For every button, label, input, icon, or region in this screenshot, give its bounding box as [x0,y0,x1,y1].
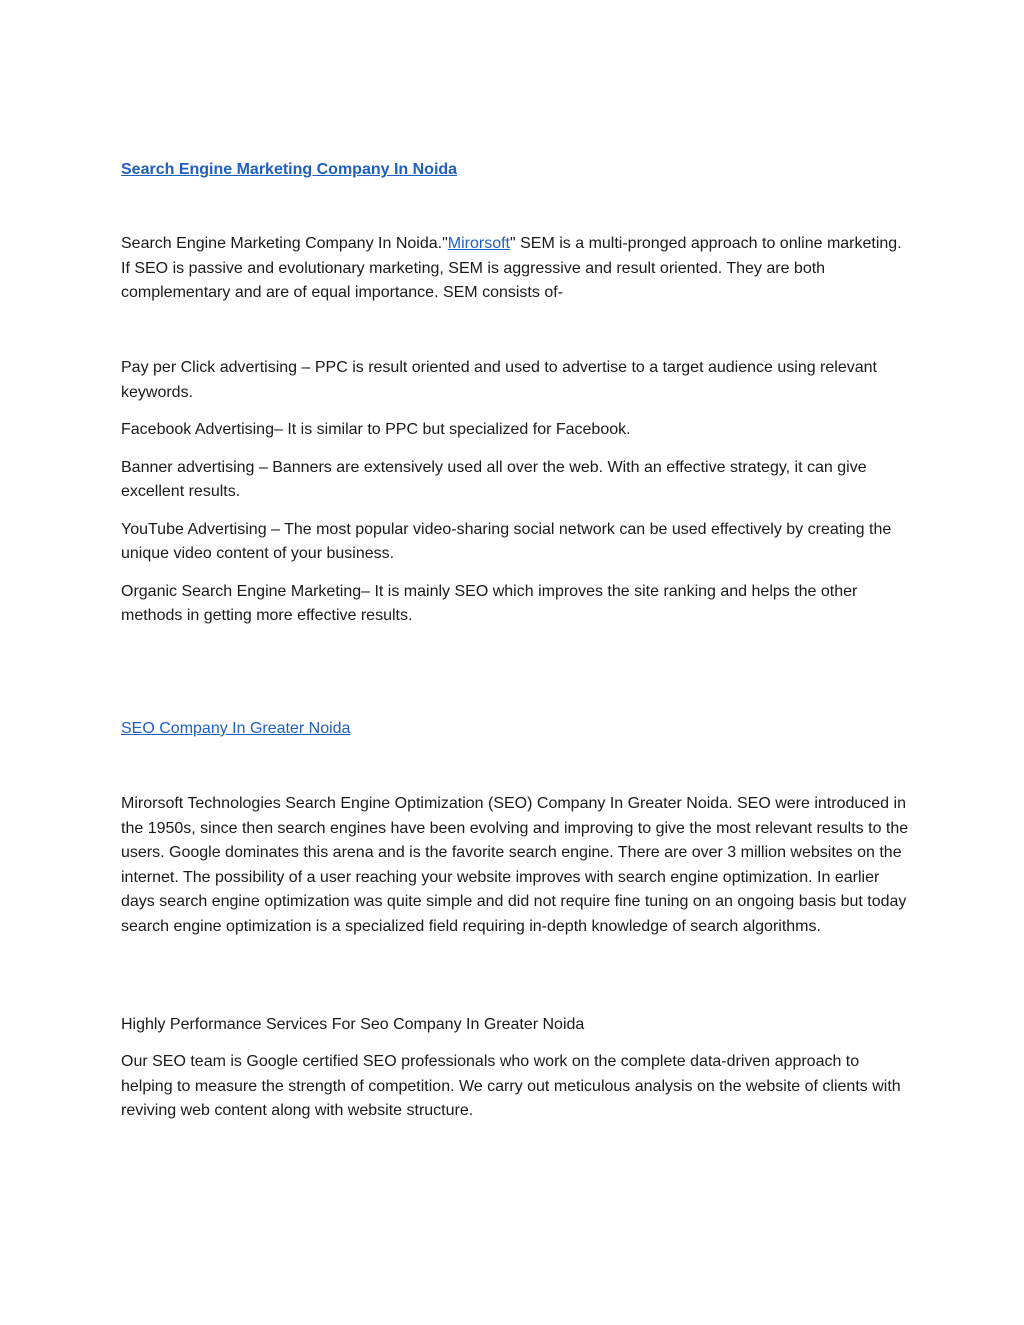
heading-seo-link[interactable] [121,717,350,742]
heading-sem-link[interactable] [121,158,457,183]
intro-text-end: " SEM is a multi-pronged approach to online marketing. If SEO is passive and evolutionary marketing, SEM is aggressive and result oriented. They are both complementary and are of equal importance. SEM consists of- [121,235,902,301]
sem-company-link[interactable]: Search Engine Marketing Company In Noida [121,161,458,178]
list-item-ppc: Pay per Click advertising – PPC is result oriented and used to advertise to a target audience using relevant keywords. [121,359,877,401]
list-item-organic: Organic Search Engine Marketing– It is mainly SEO which improves the site ranking and helps the other methods in getting more effective results. [121,582,858,624]
intro-text-start: Search Engine Marketing Company In Noida." [121,235,448,252]
sem-services-list [121,356,911,642]
intro-paragraph [121,232,911,306]
mirorsoft-link[interactable]: Mirorsoft [447,235,510,252]
seo-company-link[interactable]: SEO Company In Greater Noida [121,720,351,737]
services-heading: Highly Performance Services For Seo Company In Greater Noida [121,1016,585,1033]
list-item-youtube: YouTube Advertising – The most popular video-sharing social network can be used effectively by creating the unique video content of your business. [121,520,892,562]
team-paragraph: Our SEO team is Google certified SEO professionals who work on the complete data-driven approach to helping to measure the strength of competition. We carry out meticulous analysis on the website of clients with reviving web content along with website structure. [121,1053,901,1119]
seo-paragraph: Mirorsoft Technologies Search Engine Optimization (SEO) Company In Greater Noida. SEO were introduced in the 1950s, since then search engines have been evolving and improving to give the most relevant results to the users. Google dominates this arena and is the favorite search engine. There are over 3 million websites on the internet. The possibility of a user reaching your website improves with search engine optimization. In earlier days search engine optimization was quite simple and did not require fine tuning on an ongoing basis but today search engine optimization is a specialized field requiring in-depth knowledge of search algorithms. [121,795,909,935]
list-item-facebook: Facebook Advertising– It is similar to PPC but specialized for Facebook. [121,421,631,438]
list-item-banner: Banner advertising – Banners are extensively used all over the web. With an effective strategy, it can give excellent results. [121,458,867,500]
